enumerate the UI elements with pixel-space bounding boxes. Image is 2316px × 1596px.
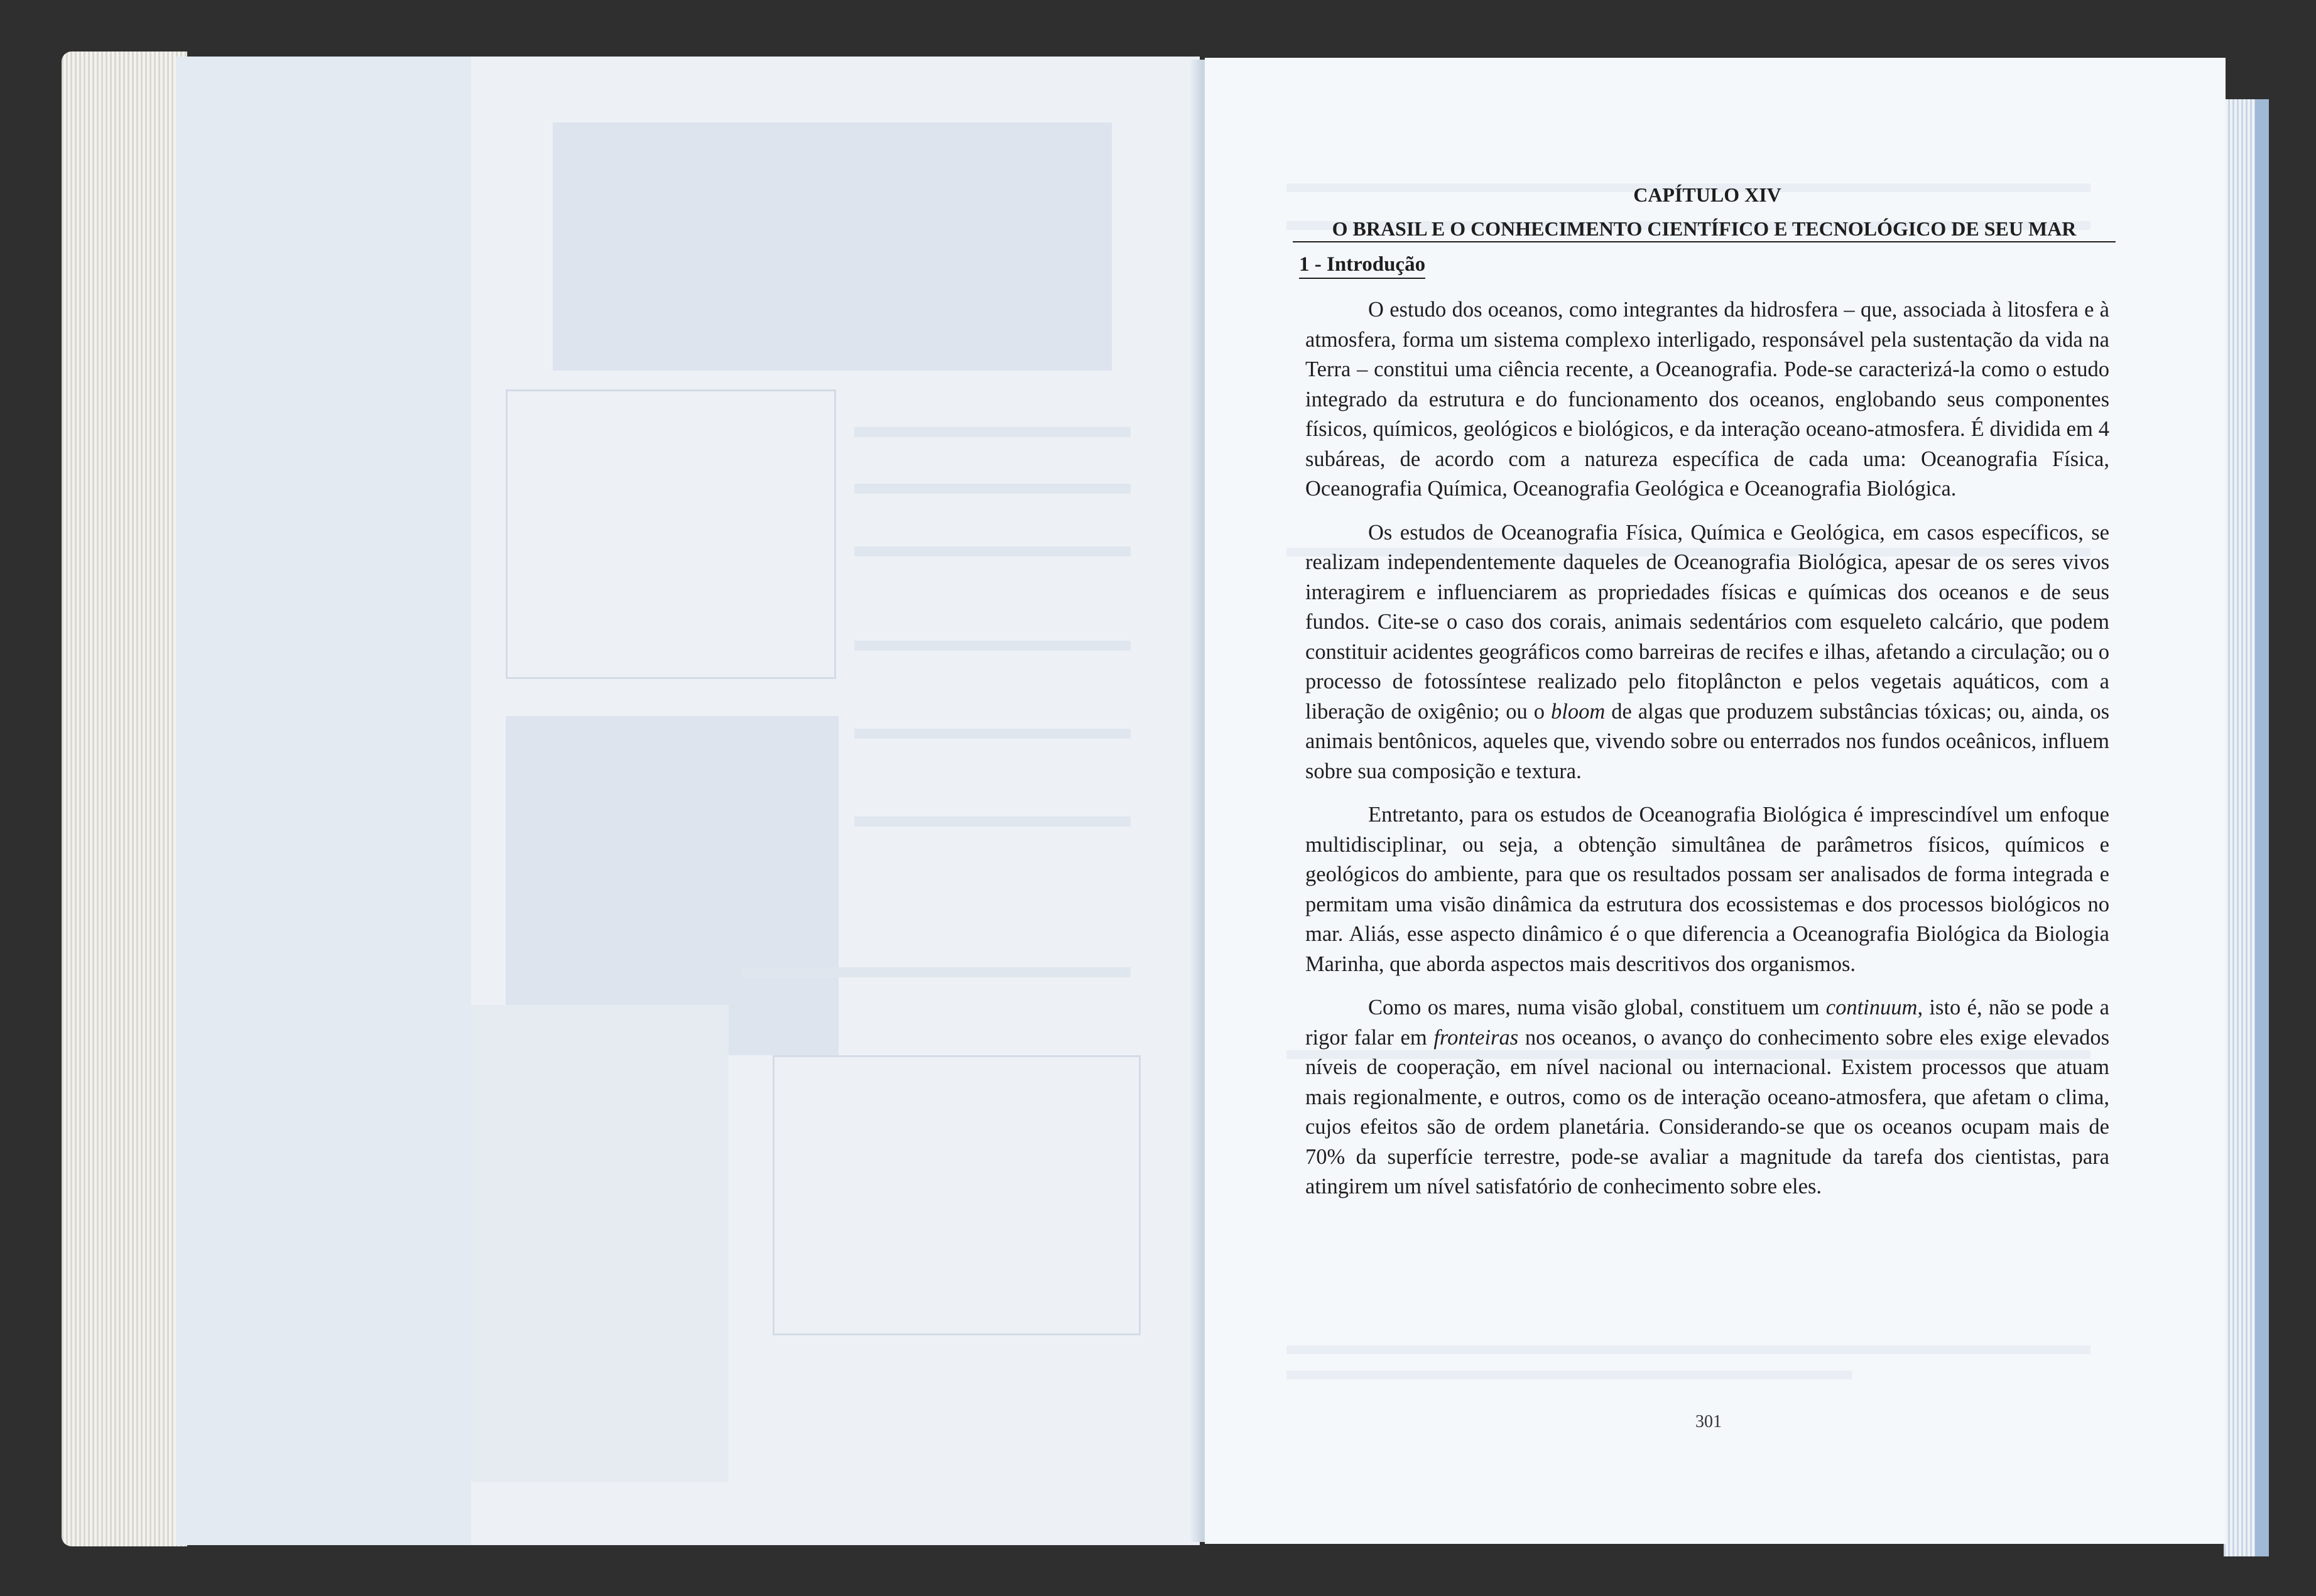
chapter-title: O BRASIL E O CONHECIMENTO CIENTÍFICO E TECNOLÓGICO DE SEU MAR (1293, 216, 2116, 242)
italic-term-continuum: continuum (1825, 996, 1918, 1019)
bleed-through-image-block (553, 122, 1112, 371)
bleed-through-caption-line (854, 729, 1131, 739)
bleed-through-caption-line (854, 427, 1131, 437)
paragraph-text: nos oceanos, o avanço do conhecimento sobre eles exige elevados níveis de cooperação, em nível nacional ou internacional. Existem processos que atuam mais regionalmente, e outros, como os de interação oceano-atmosfera, que afetam o clima, cujos efeitos são de ordem planetária. Considerando-se que os oceanos ocupam mais de 70% da superfície terrestre, pode-se avaliar a magnitude da tarefa dos cientistas, para atingirem um nível satisfatório de conhecimento sobre eles. (1305, 1025, 2109, 1198)
left-page (176, 57, 1200, 1545)
paragraph-subareas (1305, 518, 2109, 787)
paragraph-text: , isto é, não se pode a rigor falar em (1305, 996, 2109, 1050)
section-heading: 1 - Introdução (1299, 251, 1425, 279)
bleed-through-image-block (506, 716, 839, 1055)
bleed-through-figure-frame (773, 1055, 1141, 1335)
right-cover-edge (2255, 99, 2269, 1556)
bleed-through-caption-line (854, 641, 1131, 651)
left-page-block-edge (62, 52, 187, 1546)
paragraph-text: de algas que produzem substâncias tóxicas; ou, ainda, os animais bentônicos, aqueles que, vivendo sobre ou enterrados nos fundos oceânicos, influem sobre sua composição e textura. (1305, 699, 2110, 783)
paragraph-intro: O estudo dos oceanos, como integrantes da hidrosfera – que, associada à litosfera e à atmosfera, forma um sistema complexo interligado, responsável pela sustentação da vida na Terra – constitui uma ciência recente, a Oceanografia. Pode-se caracterizá-la como o estudo integrado da estrutura e do funcionamento dos oceanos, englobando seus componentes físicos, químicos, geológicos e biológicos, e da interação oceano-atmosfera. É dividida em 4 subáreas, de acordo com a natureza específica de cada uma: Oceanografia Física, Oceanografia Química, Oceanografia Geológica e Oceanografia Biológica. (1305, 298, 2109, 501)
bleed-through-caption-line (854, 484, 1131, 494)
page-number: 301 (1695, 1412, 1722, 1431)
bleed-through-figure-frame (506, 389, 836, 679)
paragraph-text: Como os mares, numa visão global, constituem um (1368, 996, 1826, 1019)
bleed-through-image-block (471, 1005, 729, 1482)
chapter-label: CAPÍTULO XIV (1633, 183, 1781, 206)
italic-term-bloom: bloom (1551, 699, 1606, 724)
chapter-content (1299, 182, 2110, 1202)
left-page-shaded-column (176, 57, 471, 1545)
paragraph-text: Os estudos de Oceanografia Física, Química e Geológica, em casos específicos, se realizam independentemente daqueles de Oceanografia Biológica, apesar de os seres vivos interagirem e influenciarem as propriedades físicas e químicas dos oceanos e de seus fundos. Cite-se o caso dos corais, animais sedentários com esqueleto calcário, que podem constituir acidentes geográficos como barreiras de recifes e ilhas, afetando a circulação; ou o processo de fotossíntese realizado pelo fitoplâncton e pelos vegetais aquáticos, com a liberação de oxigênio; ou o (1305, 520, 2109, 724)
bleed-through-caption-line (854, 546, 1131, 556)
paragraph-cooperation (1305, 993, 2109, 1202)
italic-term-fronteiras: fronteiras (1433, 1025, 1519, 1050)
bleed-through-caption-line (741, 967, 1131, 977)
bleed-through-caption-line (854, 817, 1131, 827)
paragraph-multidisciplinary: Entretanto, para os estudos de Oceanografia Biológica é imprescindível um enfoque multidisciplinar, ou seja, a obtenção simultânea de parâmetros físicos, químicos e geológicos do ambiente, para que os resultados possam ser analisados de forma integrada e permitam uma visão dinâmica da estrutura dos ecossistemas e dos processos biológicos no mar. Aliás, esse aspecto dinâmico é o que diferencia a Oceanografia Biológica da Biologia Marinha, que aborda aspectos mais descritivos dos organismos. (1305, 803, 2109, 976)
